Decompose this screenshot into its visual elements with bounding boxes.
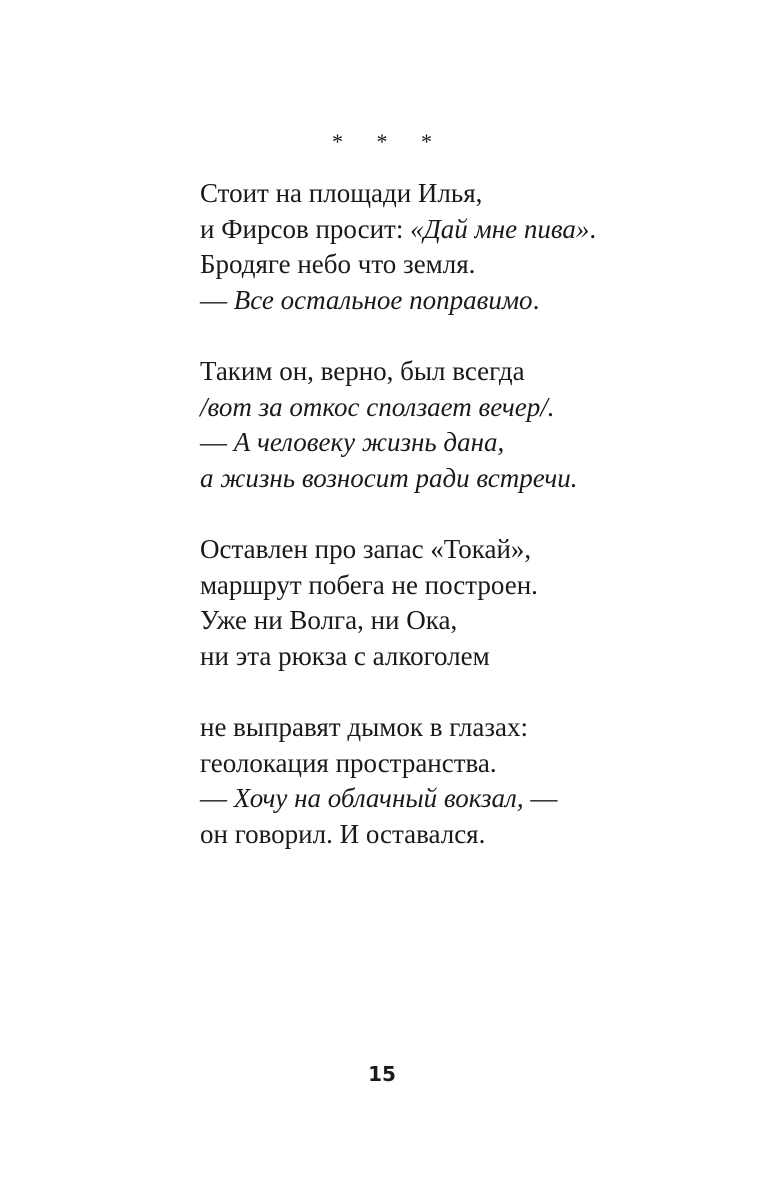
poem-line [200, 247, 740, 283]
stanza-separator: * * * [332, 129, 446, 154]
line-text: — [200, 783, 234, 813]
poem-line [200, 746, 740, 782]
poem-line [200, 176, 740, 212]
poem-line [200, 425, 740, 461]
poem-line [200, 710, 740, 746]
line-text: Оставлен про запас «Токай», [200, 534, 532, 564]
poem-line [200, 212, 740, 248]
line-text: Уже ни Волга, ни Ока, [200, 605, 458, 635]
line-text-italic: Хочу на облачный вокзал, [233, 783, 524, 813]
poem-line [200, 817, 740, 853]
line-text-italic: Все остальное поправимо [233, 284, 533, 315]
poem-line-italic [200, 461, 740, 497]
stanza-4 [200, 710, 740, 852]
line-text: не выправят дымок в глазах: [200, 712, 529, 742]
poem-line [200, 283, 740, 319]
poem-line [200, 639, 740, 675]
poem-line [200, 532, 740, 568]
line-text: он говорил. И оставался. [200, 818, 486, 849]
line-text: — [200, 427, 234, 457]
line-text: и Фирсов просит: [200, 213, 411, 244]
line-text: маршрут побега не построен. [200, 569, 538, 600]
line-text: Таким он, верно, был всегда [200, 356, 525, 386]
stanza-2 [200, 354, 740, 496]
poem-line-italic [200, 390, 740, 426]
line-text-italic: А человеку жизнь дана, [233, 427, 505, 457]
line-text-italic: а жизнь возносит ради встречи. [200, 462, 578, 493]
line-text-italic: «Дай мне пива» [410, 213, 590, 244]
line-text: геолокация пространства. [200, 747, 497, 778]
line-text: — [200, 284, 234, 315]
poem-line [200, 603, 740, 639]
line-text: — [523, 783, 558, 813]
stanza-1 [200, 176, 740, 318]
poem-line [200, 354, 740, 390]
stanza-3 [200, 532, 740, 674]
line-text: . [532, 284, 540, 315]
poem-line [200, 781, 740, 817]
line-text: Бродяге небо что земля. [200, 249, 476, 279]
line-text: Стоит на площади Илья, [200, 178, 483, 208]
line-text: . [589, 213, 597, 244]
poem-line [200, 568, 740, 604]
line-text-italic: /вот за откос сползает вечер/. [200, 391, 555, 422]
poem [200, 176, 740, 888]
line-text: ни эта рюкза с алкоголем [200, 640, 490, 671]
page-number: 15 [368, 1062, 396, 1086]
